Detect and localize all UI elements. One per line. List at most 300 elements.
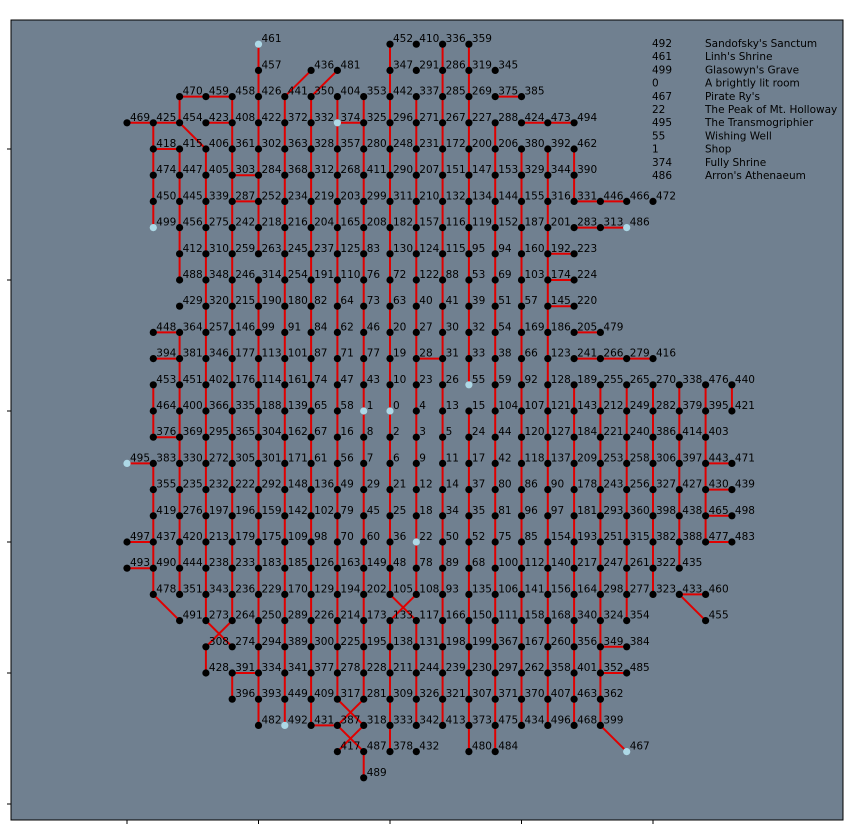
node-label-487: 487 — [366, 740, 387, 753]
node-label-489: 489 — [366, 766, 387, 779]
node-label-88: 88 — [445, 269, 459, 281]
node-label-192: 192 — [550, 242, 571, 255]
node-label-375: 375 — [498, 85, 519, 98]
node-label-228: 228 — [366, 662, 387, 674]
node-label-84: 84 — [314, 321, 328, 334]
node-label-16: 16 — [340, 426, 354, 439]
node-label-116: 116 — [445, 216, 466, 229]
node-label-121: 121 — [550, 400, 571, 412]
node-label-22: 22 — [419, 531, 433, 543]
node-label-497: 497 — [130, 531, 151, 543]
node-label-9: 9 — [419, 452, 426, 465]
node-label-0: 0 — [393, 400, 400, 412]
node-label-74: 74 — [314, 373, 328, 386]
node-label-45: 45 — [366, 504, 381, 517]
node-label-214: 214 — [340, 609, 361, 622]
node-label-329: 329 — [524, 164, 545, 177]
node-label-186: 186 — [550, 321, 571, 334]
node-label-182: 182 — [393, 216, 414, 229]
node-label-341: 341 — [287, 662, 308, 674]
node-label-216: 216 — [287, 216, 308, 229]
node-label-405: 405 — [208, 164, 229, 177]
node-label-19: 19 — [393, 347, 407, 360]
node-label-300: 300 — [314, 635, 335, 648]
node-label-486: 486 — [629, 216, 650, 229]
node-label-436: 436 — [314, 59, 335, 72]
node-label-25: 25 — [393, 504, 407, 517]
node-label-421: 421 — [734, 400, 755, 412]
node-label-21: 21 — [393, 478, 407, 491]
node-label-412: 412 — [182, 242, 203, 255]
node-label-478: 478 — [156, 583, 177, 596]
node-label-311: 311 — [393, 190, 414, 203]
node-label-292: 292 — [261, 478, 282, 491]
node-label-112: 112 — [524, 557, 545, 570]
node-label-256: 256 — [629, 478, 650, 491]
node-label-169: 169 — [524, 321, 545, 334]
node-label-352: 352 — [603, 662, 624, 674]
legend-id: 55 — [652, 130, 666, 143]
node-label-30: 30 — [445, 321, 459, 334]
legend-id: 1 — [652, 143, 659, 156]
node-label-176: 176 — [235, 373, 256, 386]
node-label-39: 39 — [471, 295, 486, 308]
node-label-48: 48 — [393, 557, 407, 570]
node-label-148: 148 — [287, 478, 308, 491]
node-label-142: 142 — [287, 504, 308, 517]
node-label-36: 36 — [393, 531, 407, 543]
node-label-362: 362 — [603, 688, 624, 701]
node-label-166: 166 — [445, 609, 466, 622]
node-label-455: 455 — [708, 609, 729, 622]
node-label-5: 5 — [445, 426, 453, 439]
node-label-439: 439 — [734, 478, 755, 491]
node-label-108: 108 — [419, 583, 440, 596]
node-label-458: 458 — [235, 85, 256, 98]
node-label-323: 323 — [656, 583, 677, 596]
node-label-202: 202 — [366, 583, 387, 596]
node-label-483: 483 — [734, 531, 755, 543]
node-label-426: 426 — [261, 85, 282, 98]
node-label-490: 490 — [156, 557, 177, 570]
node-label-46: 46 — [366, 321, 381, 334]
node-label-348: 348 — [208, 269, 229, 281]
node-label-222: 222 — [235, 478, 256, 491]
node-label-457: 457 — [261, 59, 282, 72]
node-label-305: 305 — [235, 452, 256, 465]
node-label-287: 287 — [235, 190, 256, 203]
node-label-463: 463 — [577, 688, 598, 701]
node-label-98: 98 — [314, 531, 328, 543]
node-label-351: 351 — [182, 583, 203, 596]
node-label-491: 491 — [182, 609, 203, 622]
node-label-460: 460 — [708, 583, 729, 596]
node-label-481: 481 — [340, 59, 361, 72]
node-label-367: 367 — [498, 635, 519, 648]
node-label-174: 174 — [550, 269, 571, 281]
node-label-322: 322 — [656, 557, 677, 570]
node-label-193: 193 — [577, 531, 598, 543]
node-label-34: 34 — [445, 504, 459, 517]
node-label-318: 318 — [366, 714, 387, 727]
node-label-368: 368 — [287, 164, 308, 177]
node-label-42: 42 — [498, 452, 512, 465]
node-label-99: 99 — [261, 321, 275, 334]
node-label-284: 284 — [261, 164, 282, 177]
node-label-147: 147 — [471, 164, 492, 177]
node-label-248: 248 — [393, 138, 414, 150]
node-label-312: 312 — [314, 164, 335, 177]
node-label-160: 160 — [524, 242, 545, 255]
node-label-473: 473 — [550, 111, 571, 124]
node-label-262: 262 — [524, 662, 545, 674]
node-label-383: 383 — [156, 452, 177, 465]
node-label-462: 462 — [577, 138, 598, 150]
node-label-164: 164 — [577, 583, 598, 596]
node-label-371: 371 — [498, 688, 519, 701]
node-label-393: 393 — [261, 688, 282, 701]
node-label-266: 266 — [603, 347, 624, 360]
node-label-344: 344 — [550, 164, 571, 177]
node-label-227: 227 — [471, 111, 492, 124]
node-label-97: 97 — [550, 504, 565, 517]
node-label-243: 243 — [603, 478, 624, 491]
node-label-249: 249 — [629, 400, 650, 412]
node-label-181: 181 — [577, 504, 598, 517]
node-label-430: 430 — [708, 478, 729, 491]
node-label-259: 259 — [235, 242, 256, 255]
node-label-480: 480 — [471, 740, 492, 753]
node-label-499: 499 — [156, 216, 177, 229]
node-label-274: 274 — [235, 635, 256, 648]
node-label-468: 468 — [577, 714, 598, 727]
node-label-95: 95 — [471, 242, 486, 255]
node-label-212: 212 — [603, 400, 624, 412]
node-label-117: 117 — [419, 609, 440, 622]
node-label-244: 244 — [419, 662, 440, 674]
node-label-424: 424 — [524, 111, 545, 124]
node-label-134: 134 — [471, 190, 492, 203]
node-label-238: 238 — [208, 557, 229, 570]
node-label-114: 114 — [261, 373, 282, 386]
node-label-58: 58 — [340, 400, 354, 412]
node-label-104: 104 — [498, 400, 519, 412]
node-label-89: 89 — [445, 557, 459, 570]
node-label-302: 302 — [261, 138, 282, 150]
node-label-434: 434 — [524, 714, 545, 727]
node-label-376: 376 — [156, 426, 177, 439]
node-label-425: 425 — [156, 111, 177, 124]
node-label-196: 196 — [235, 504, 256, 517]
node-label-261: 261 — [629, 557, 650, 570]
node-label-109: 109 — [287, 531, 308, 543]
node-label-204: 204 — [314, 216, 335, 229]
node-label-123: 123 — [550, 347, 571, 360]
node-label-234: 234 — [287, 190, 308, 203]
legend-id: 461 — [652, 51, 673, 64]
node-label-400: 400 — [182, 400, 203, 412]
node-label-209: 209 — [577, 452, 598, 465]
node-label-138: 138 — [393, 635, 414, 648]
legend-id: 486 — [652, 170, 673, 182]
node-label-191: 191 — [314, 269, 335, 281]
node-label-283: 283 — [577, 216, 598, 229]
legend-id: 0 — [652, 77, 659, 90]
node-label-242: 242 — [235, 216, 256, 229]
node-label-366: 366 — [208, 400, 229, 412]
node-label-217: 217 — [577, 557, 598, 570]
node-label-73: 73 — [366, 295, 381, 308]
node-label-373: 373 — [471, 714, 492, 727]
node-label-381: 381 — [182, 347, 203, 360]
node-label-336: 336 — [445, 33, 466, 46]
node-label-55: 55 — [471, 373, 486, 386]
node-label-12: 12 — [419, 478, 433, 491]
node-label-350: 350 — [314, 85, 335, 98]
node-label-220: 220 — [577, 295, 598, 308]
node-label-206: 206 — [498, 138, 519, 150]
node-label-122: 122 — [419, 269, 440, 281]
node-label-260: 260 — [550, 635, 571, 648]
node-label-154: 154 — [550, 531, 571, 543]
node-label-230: 230 — [471, 662, 492, 674]
node-label-6: 6 — [393, 452, 400, 465]
node-label-475: 475 — [498, 714, 519, 727]
node-label-241: 241 — [577, 347, 598, 360]
node-label-96: 96 — [524, 504, 538, 517]
node-label-145: 145 — [550, 295, 571, 308]
node-label-78: 78 — [419, 557, 433, 570]
node-label-226: 226 — [314, 609, 335, 622]
node-label-7: 7 — [366, 452, 374, 465]
node-label-161: 161 — [287, 373, 308, 386]
node-label-273: 273 — [208, 609, 229, 622]
node-label-296: 296 — [393, 111, 414, 124]
node-label-403: 403 — [708, 426, 729, 439]
node-label-69: 69 — [498, 269, 512, 281]
node-label-258: 258 — [629, 452, 650, 465]
node-label-110: 110 — [340, 269, 361, 281]
node-label-129: 129 — [314, 583, 335, 596]
node-label-135: 135 — [471, 583, 492, 596]
node-label-479: 479 — [603, 321, 624, 334]
node-label-102: 102 — [314, 504, 335, 517]
node-label-299: 299 — [366, 190, 387, 203]
node-label-288: 288 — [498, 111, 519, 124]
node-label-464: 464 — [156, 400, 177, 412]
node-label-173: 173 — [366, 609, 387, 622]
node-label-17: 17 — [471, 452, 486, 465]
node-label-172: 172 — [445, 138, 466, 150]
node-label-221: 221 — [603, 426, 624, 439]
node-label-107: 107 — [524, 400, 545, 412]
node-label-317: 317 — [340, 688, 361, 701]
node-label-115: 115 — [445, 242, 466, 255]
node-label-427: 427 — [682, 478, 703, 491]
node-label-82: 82 — [314, 295, 328, 308]
node-label-279: 279 — [629, 347, 650, 360]
node-label-63: 63 — [393, 295, 407, 308]
node-label-199: 199 — [471, 635, 492, 648]
node-label-385: 385 — [524, 85, 545, 98]
node-label-184: 184 — [577, 426, 598, 439]
node-label-355: 355 — [156, 478, 177, 491]
node-label-185: 185 — [287, 557, 308, 570]
node-label-392: 392 — [550, 138, 571, 150]
node-label-240: 240 — [629, 426, 650, 439]
node-label-493: 493 — [130, 557, 151, 570]
node-label-410: 410 — [419, 33, 440, 46]
node-label-133: 133 — [393, 609, 414, 622]
node-label-77: 77 — [366, 347, 381, 360]
node-label-233: 233 — [235, 557, 256, 570]
node-label-165: 165 — [340, 216, 361, 229]
node-label-3: 3 — [419, 426, 426, 439]
node-label-304: 304 — [261, 426, 282, 439]
node-label-155: 155 — [524, 190, 545, 203]
node-label-474: 474 — [156, 164, 177, 177]
node-label-295: 295 — [208, 426, 229, 439]
node-label-450: 450 — [156, 190, 177, 203]
node-label-131: 131 — [419, 635, 440, 648]
node-label-396: 396 — [235, 688, 256, 701]
node-label-43: 43 — [366, 373, 381, 386]
node-label-40: 40 — [419, 295, 433, 308]
node-label-459: 459 — [208, 85, 229, 98]
node-label-293: 293 — [603, 504, 624, 517]
node-label-452: 452 — [393, 33, 414, 46]
node-label-103: 103 — [524, 269, 545, 281]
node-label-488: 488 — [182, 269, 203, 281]
node-label-320: 320 — [208, 295, 229, 308]
node-label-163: 163 — [340, 557, 361, 570]
node-label-33: 33 — [471, 347, 486, 360]
node-label-319: 319 — [471, 59, 492, 72]
node-label-346: 346 — [208, 347, 229, 360]
node-label-339: 339 — [208, 190, 229, 203]
node-label-81: 81 — [498, 504, 512, 517]
node-label-197: 197 — [208, 504, 229, 517]
node-label-156: 156 — [550, 583, 571, 596]
node-label-281: 281 — [366, 688, 387, 701]
node-label-272: 272 — [208, 452, 229, 465]
node-label-321: 321 — [445, 688, 466, 701]
node-label-157: 157 — [419, 216, 440, 229]
node-label-294: 294 — [261, 635, 282, 648]
node-label-86: 86 — [524, 478, 538, 491]
node-label-201: 201 — [550, 216, 571, 229]
node-label-232: 232 — [208, 478, 229, 491]
node-label-205: 205 — [577, 321, 598, 334]
legend-name: Pirate Ry's — [705, 90, 760, 103]
node-label-47: 47 — [340, 373, 354, 386]
node-label-356: 356 — [577, 635, 598, 648]
node-label-353: 353 — [366, 85, 387, 98]
node-label-198: 198 — [445, 635, 466, 648]
node-label-291: 291 — [419, 59, 440, 72]
node-label-309: 309 — [393, 688, 414, 701]
node-label-314: 314 — [261, 269, 282, 281]
node-label-130: 130 — [393, 242, 414, 255]
node-label-52: 52 — [471, 531, 486, 543]
node-label-461: 461 — [261, 33, 282, 46]
node-label-94: 94 — [498, 242, 512, 255]
node-label-423: 423 — [208, 111, 229, 124]
node-label-347: 347 — [393, 59, 414, 72]
node-label-65: 65 — [314, 400, 328, 412]
node-label-60: 60 — [366, 531, 381, 543]
node-label-380: 380 — [524, 138, 545, 150]
node-label-401: 401 — [577, 662, 598, 674]
node-label-325: 325 — [366, 111, 387, 124]
node-label-388: 388 — [682, 531, 703, 543]
node-label-158: 158 — [524, 609, 545, 622]
node-label-267: 267 — [445, 111, 466, 124]
node-label-306: 306 — [656, 452, 677, 465]
node-label-378: 378 — [393, 740, 414, 753]
node-label-187: 187 — [524, 216, 545, 229]
node-label-360: 360 — [629, 504, 650, 517]
node-label-144: 144 — [498, 190, 519, 203]
node-label-357: 357 — [340, 138, 361, 150]
node-label-15: 15 — [471, 400, 486, 412]
node-label-382: 382 — [656, 531, 677, 543]
node-label-263: 263 — [261, 242, 282, 255]
node-label-354: 354 — [629, 609, 650, 622]
node-label-374: 374 — [340, 111, 361, 124]
node-label-409: 409 — [314, 688, 335, 701]
node-label-277: 277 — [629, 583, 650, 596]
node-label-449: 449 — [287, 688, 308, 701]
node-label-370: 370 — [524, 688, 545, 701]
node-label-349: 349 — [603, 635, 624, 648]
node-label-44: 44 — [498, 426, 512, 439]
node-label-465: 465 — [708, 504, 729, 517]
legend-id: 374 — [652, 156, 673, 169]
node-label-415: 415 — [182, 138, 203, 150]
node-label-340: 340 — [577, 609, 598, 622]
node-label-150: 150 — [471, 609, 492, 622]
legend-name: The Peak of Mt. Holloway — [705, 104, 838, 116]
node-label-245: 245 — [287, 242, 308, 255]
node-label-492: 492 — [287, 714, 308, 727]
node-label-466: 466 — [629, 190, 650, 203]
node-label-384: 384 — [629, 635, 650, 648]
legend-name: The Transmogriphier — [705, 117, 814, 130]
node-label-429: 429 — [182, 295, 203, 308]
node-label-180: 180 — [287, 295, 308, 308]
node-label-495: 495 — [130, 452, 151, 465]
node-label-75: 75 — [498, 531, 512, 543]
node-label-57: 57 — [524, 295, 538, 308]
node-label-467: 467 — [629, 740, 650, 753]
node-label-219: 219 — [314, 190, 335, 203]
legend-name: Linh's Shrine — [705, 51, 773, 64]
node-label-167: 167 — [524, 635, 545, 648]
node-label-428: 428 — [208, 662, 229, 674]
node-label-494: 494 — [577, 111, 598, 124]
node-label-168: 168 — [550, 609, 571, 622]
node-label-120: 120 — [524, 426, 545, 439]
node-label-51: 51 — [498, 295, 512, 308]
node-label-79: 79 — [340, 504, 354, 517]
node-label-207: 207 — [419, 164, 440, 177]
node-label-26: 26 — [445, 373, 459, 386]
node-label-149: 149 — [366, 557, 387, 570]
node-label-417: 417 — [340, 740, 361, 753]
node-label-218: 218 — [261, 216, 282, 229]
node-label-447: 447 — [182, 164, 203, 177]
